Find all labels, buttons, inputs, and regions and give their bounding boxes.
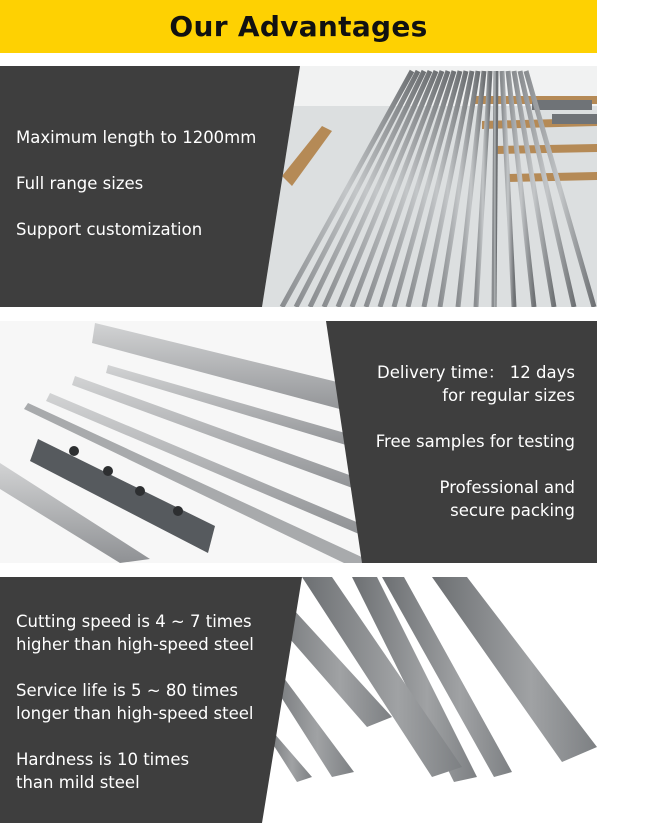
feature-full-range: Full range sizes xyxy=(16,174,144,193)
feature-free-samples: Free samples for testing xyxy=(375,432,575,451)
panel-performance xyxy=(0,577,597,823)
panel-length-range xyxy=(0,66,597,307)
feature-list xyxy=(16,126,256,241)
feature-packing-line1: Professional and xyxy=(439,478,575,497)
banner-title: Our Advantages xyxy=(169,10,428,43)
advantages-banner xyxy=(0,0,597,53)
feature-max-length: Maximum length to 1200mm xyxy=(16,128,257,147)
feature-service-life-line2: longer than high-speed steel xyxy=(16,704,254,723)
feature-customization: Support customization xyxy=(16,220,203,239)
feature-hardness-line1: Hardness is 10 times xyxy=(16,750,190,769)
feature-packing-line2: secure packing xyxy=(450,501,575,520)
feature-delivery-time: Delivery time： 12 days xyxy=(377,363,575,382)
feature-delivery-sizes: for regular sizes xyxy=(442,386,575,405)
feature-hardness-line2: than mild steel xyxy=(16,773,140,792)
rods-bundle-photo xyxy=(262,66,597,307)
feature-cutting-speed-line2: higher than high-speed steel xyxy=(16,635,254,654)
feature-list xyxy=(16,610,254,794)
feature-list xyxy=(376,361,575,522)
panel-delivery-samples xyxy=(0,321,597,563)
feature-service-life-line1: Service life is 5 ~ 80 times xyxy=(16,681,238,700)
flat-bars-photo xyxy=(262,577,597,823)
strips-assortment-photo xyxy=(0,321,366,563)
feature-cutting-speed-line1: Cutting speed is 4 ~ 7 times xyxy=(16,612,252,631)
